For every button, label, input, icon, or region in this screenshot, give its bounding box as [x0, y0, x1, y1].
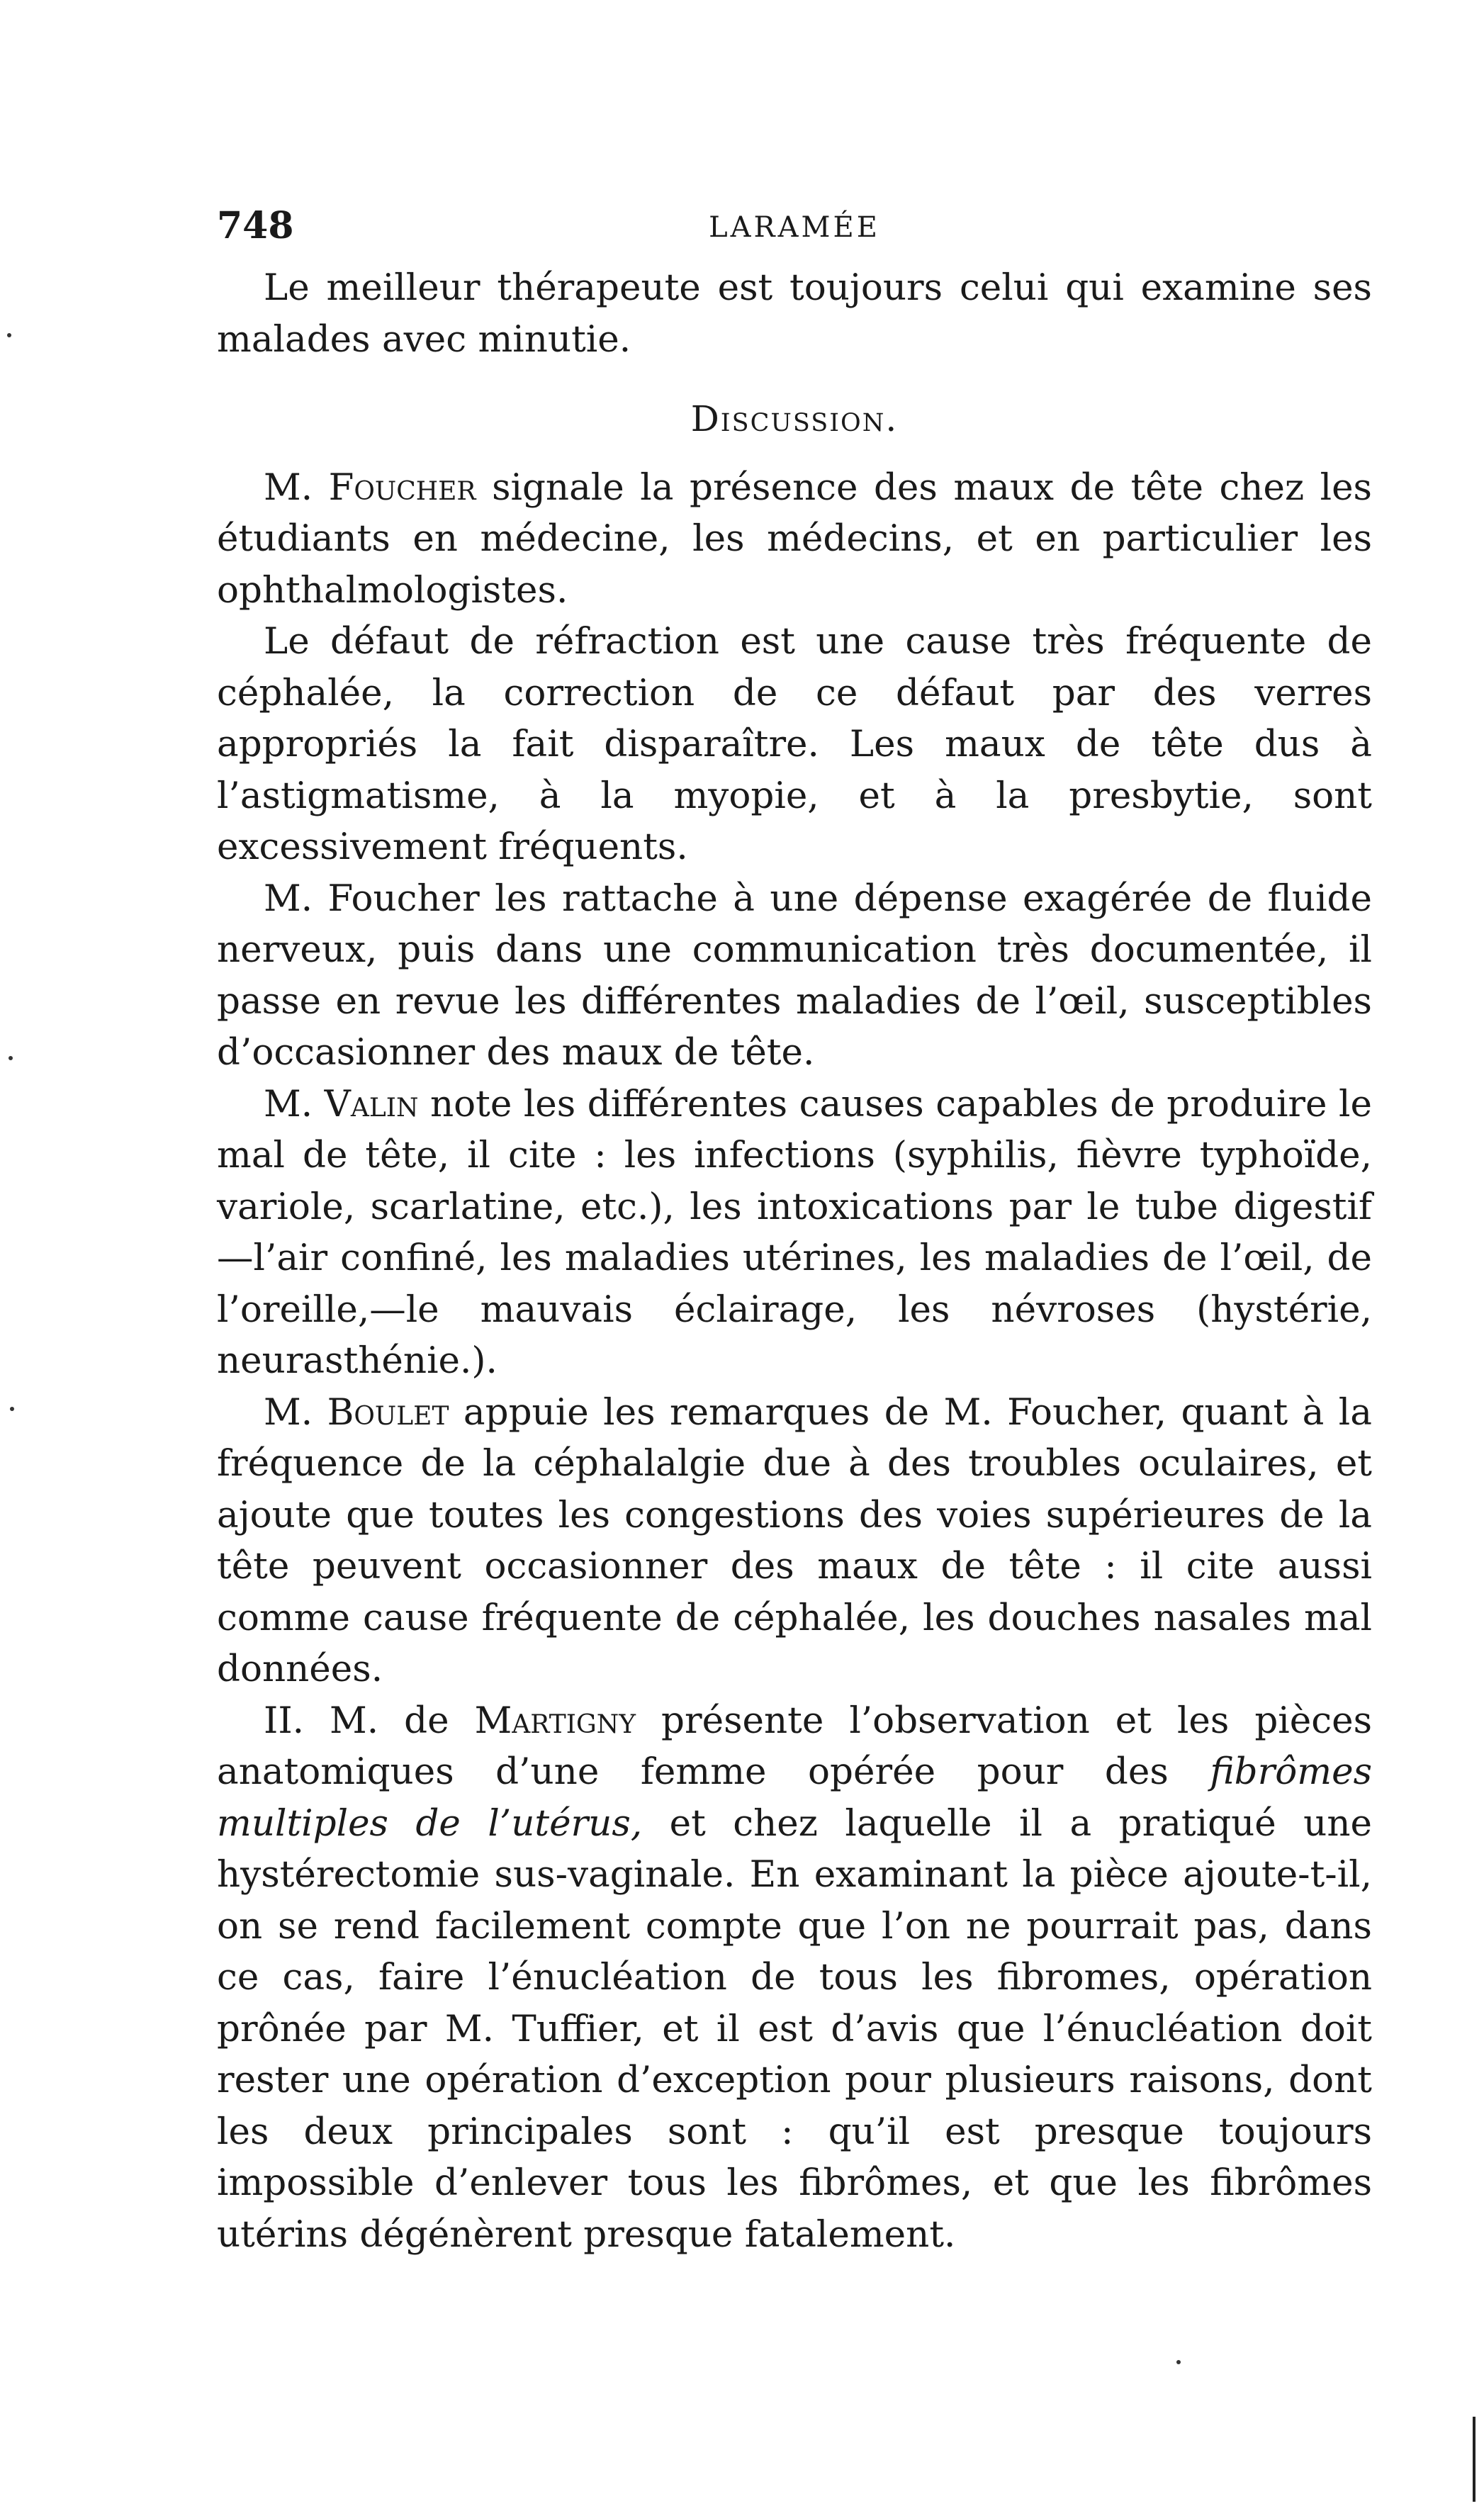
paragraph-prefix: M.: [264, 1082, 325, 1125]
scan-speck: [7, 333, 11, 337]
paragraph-boulet: [217, 1387, 1372, 1695]
speaker-name: Foucher: [328, 466, 476, 509]
speaker-name: Martigny: [474, 1699, 636, 1742]
paragraph-fluide-nerveux: M. Foucher les rattache à une dépense exagérée de fluide nerveux, puis dans une communication très documentée, il passe en revue les différentes maladies de l’œil, susceptibles d’occasionner des maux de tête.: [217, 877, 1372, 1074]
paragraph-prefix: M.: [264, 466, 329, 509]
scan-speck: [10, 1407, 14, 1411]
speaker-name: Boulet: [327, 1390, 449, 1434]
paragraph-martigny: [217, 1695, 1372, 2261]
scan-edge-mark: [1473, 2417, 1475, 2502]
paragraph-valin: [217, 1079, 1372, 1387]
speaker-name: Valin: [324, 1082, 419, 1125]
section-heading: Discussion.: [690, 398, 899, 439]
book-page: [217, 198, 1372, 2260]
paragraph-prefix: M.: [264, 1390, 327, 1434]
paragraph-text: appuie les remarques de M. Foucher, quant à la fréquence de la céphalalgie due à des troubles oculaires, et ajoute que toutes les congestions des voies supérieures de la tête peuvent occasionner des maux de tête : il cite aussi comme cause fréquente de céphalée, les douches nasales mal données.: [217, 1390, 1372, 1690]
paragraph-text: présente l’observation et les pièces anatomiques d’une femme opérée pour des: [217, 1699, 1372, 1793]
scan-speck: [1176, 2360, 1181, 2364]
paragraph-foucher: [217, 462, 1372, 617]
italic-term: fibrômes multiples de l’utérus,: [217, 1751, 1372, 1845]
page-number: 748: [217, 204, 294, 247]
paragraph-text: note les différentes causes capables de produire le mal de tête, il cite : les infections (syphilis, fièvre typhoïde, variole, scarlatine, etc.), les intoxications par le tube digestif—l’air confiné, les maladies utérines, les maladies de l’œil, de l’oreille,—le mauvais éclairage, les névroses (hystérie, neurasthénie.).: [217, 1082, 1372, 1382]
paragraph-text: signale la présence des maux de tête chez les étudiants en médecine, les médecins, et en particulier les ophthalmologistes.: [217, 466, 1372, 612]
scan-speck: [9, 1056, 13, 1060]
paragraph-prefix: II. M. de: [264, 1699, 475, 1742]
body-text: [217, 262, 1372, 2260]
running-title: LARAMÉE: [709, 211, 880, 244]
intro-paragraph: Le meilleur thérapeute est toujours celui qui examine ses malades avec minutie.: [217, 266, 1372, 361]
paragraph-text: et chez laquelle il a pratiqué une hystérectomie sus-vaginale. En examinant la pièce ajoute-t-il, on se rend facilement compte que l’on ne pourrait pas, dans ce cas, faire l’énucléation de tous les fibromes, opération prônée par M. Tuffier, et il est d’avis que l’énucléation doit rester une opération d’exception pour plusieurs raisons, dont les deux principales sont : qu’il est presque toujours impossible d’enlever tous les fibrômes, et que les fibrômes utérins dégénèrent presque fatalement.: [217, 1802, 1372, 2256]
paragraph-refraction: Le défaut de réfraction est une cause très fréquente de céphalée, la correction de ce défaut par des verres appropriés la fait disparaître. Les maux de tête dus à l’astigmatisme, à la myopie, et à la presbytie, sont excessivement fréquents.: [217, 620, 1372, 868]
running-head: [217, 198, 1372, 262]
